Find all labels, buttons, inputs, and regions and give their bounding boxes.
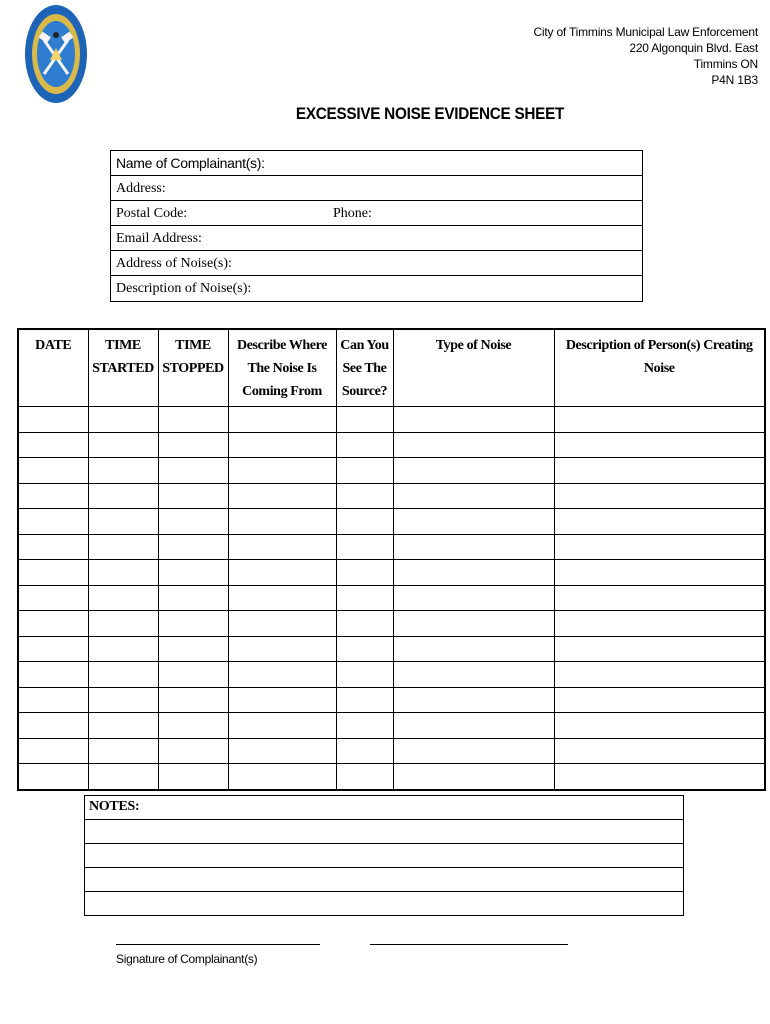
log-row	[18, 611, 765, 637]
date-signature-line[interactable]	[370, 944, 568, 945]
log-cell[interactable]	[158, 662, 228, 688]
log-cell[interactable]	[554, 738, 765, 764]
log-cell[interactable]	[554, 764, 765, 790]
log-cell[interactable]	[393, 458, 554, 484]
log-column-header	[393, 329, 554, 407]
log-cell[interactable]	[336, 585, 393, 611]
log-cell[interactable]	[18, 585, 88, 611]
log-cell[interactable]	[158, 432, 228, 458]
column-header-line: Can You	[340, 338, 389, 353]
log-column-header	[158, 329, 228, 407]
postal-code-label: Postal Code:	[116, 206, 188, 221]
column-header-line: Source?	[341, 384, 388, 399]
log-cell[interactable]	[18, 483, 88, 509]
column-header-line: The Noise Is	[247, 361, 317, 376]
log-cell[interactable]	[88, 509, 158, 535]
log-cell[interactable]	[228, 611, 336, 637]
log-cell[interactable]	[18, 636, 88, 662]
log-cell[interactable]	[228, 432, 336, 458]
complainant-name-field[interactable]	[111, 151, 642, 176]
log-cell[interactable]	[158, 687, 228, 713]
log-cell[interactable]	[554, 611, 765, 637]
column-header-line: TIME	[175, 338, 211, 353]
column-header-line: DATE	[35, 338, 72, 353]
complainant-name-label: Name of Complainant(s):	[116, 155, 265, 171]
address-line: P4N 1B3	[711, 73, 758, 87]
column-header-line: STARTED	[92, 361, 154, 376]
log-cell[interactable]	[554, 432, 765, 458]
log-cell[interactable]	[88, 636, 158, 662]
log-cell[interactable]	[336, 407, 393, 433]
column-header-line: TIME	[105, 338, 141, 353]
log-cell[interactable]	[336, 713, 393, 739]
notes-section	[84, 795, 684, 916]
log-cell[interactable]	[228, 636, 336, 662]
log-cell[interactable]	[88, 483, 158, 509]
log-cell[interactable]	[336, 738, 393, 764]
city-seal-logo	[24, 4, 88, 104]
log-column-header	[228, 329, 336, 407]
log-cell[interactable]	[393, 560, 554, 586]
log-cell[interactable]	[18, 713, 88, 739]
log-row	[18, 687, 765, 713]
log-cell[interactable]	[228, 687, 336, 713]
log-body	[18, 407, 765, 790]
noise-address-label: Address of Noise(s):	[116, 256, 232, 271]
log-row	[18, 764, 765, 790]
log-cell[interactable]	[88, 534, 158, 560]
log-column-header	[336, 329, 393, 407]
notes-line[interactable]	[85, 820, 684, 844]
log-row	[18, 483, 765, 509]
log-cell[interactable]	[18, 432, 88, 458]
address-line: Timmins ON	[693, 57, 758, 71]
log-cell[interactable]	[88, 560, 158, 586]
column-header-line: Coming From	[242, 384, 322, 399]
log-cell[interactable]	[228, 585, 336, 611]
log-cell[interactable]	[393, 407, 554, 433]
log-cell[interactable]	[228, 662, 336, 688]
log-cell[interactable]	[336, 687, 393, 713]
email-field[interactable]	[111, 226, 642, 251]
log-cell[interactable]	[88, 738, 158, 764]
log-cell[interactable]	[18, 764, 88, 790]
notes-line[interactable]	[85, 892, 684, 916]
log-cell[interactable]	[336, 534, 393, 560]
log-cell[interactable]	[336, 483, 393, 509]
log-cell[interactable]	[228, 458, 336, 484]
log-cell[interactable]	[554, 509, 765, 535]
log-cell[interactable]	[158, 407, 228, 433]
log-cell[interactable]	[88, 611, 158, 637]
log-cell[interactable]	[336, 764, 393, 790]
log-cell[interactable]	[554, 458, 765, 484]
log-cell[interactable]	[554, 585, 765, 611]
address-line: City of Timmins Municipal Law Enforcement	[533, 25, 758, 39]
log-cell[interactable]	[158, 636, 228, 662]
log-cell[interactable]	[393, 636, 554, 662]
log-cell[interactable]	[228, 560, 336, 586]
phone-label: Phone:	[333, 206, 372, 221]
log-column-header	[554, 329, 765, 407]
log-cell[interactable]	[393, 509, 554, 535]
column-header-line: STOPPED	[162, 361, 224, 376]
log-row	[18, 458, 765, 484]
log-cell[interactable]	[554, 713, 765, 739]
log-cell[interactable]	[393, 432, 554, 458]
column-header-line: Describe Where	[237, 338, 327, 353]
log-cell[interactable]	[158, 458, 228, 484]
log-cell[interactable]	[228, 713, 336, 739]
log-row	[18, 738, 765, 764]
complainant-info-form	[110, 150, 643, 302]
log-cell[interactable]	[393, 687, 554, 713]
column-header-line: Type of Noise	[435, 338, 512, 353]
log-cell[interactable]	[393, 611, 554, 637]
log-cell[interactable]	[554, 687, 765, 713]
log-cell[interactable]	[228, 764, 336, 790]
notes-line[interactable]	[85, 868, 684, 892]
log-cell[interactable]	[88, 662, 158, 688]
notes-line[interactable]	[85, 844, 684, 868]
log-cell[interactable]	[393, 483, 554, 509]
log-column-header	[88, 329, 158, 407]
log-cell[interactable]	[158, 509, 228, 535]
log-cell[interactable]	[228, 483, 336, 509]
log-row	[18, 407, 765, 433]
log-cell[interactable]	[18, 738, 88, 764]
log-cell[interactable]	[228, 509, 336, 535]
log-column-header	[18, 329, 88, 407]
log-cell[interactable]	[393, 585, 554, 611]
log-row	[18, 585, 765, 611]
log-cell[interactable]	[336, 458, 393, 484]
log-cell[interactable]	[18, 407, 88, 433]
log-cell[interactable]	[158, 534, 228, 560]
signature-line[interactable]	[116, 944, 320, 945]
log-cell[interactable]	[158, 585, 228, 611]
log-cell[interactable]	[88, 432, 158, 458]
noise-description-field[interactable]	[111, 276, 642, 301]
log-cell[interactable]	[18, 458, 88, 484]
column-header-line: See The	[342, 361, 387, 376]
log-cell[interactable]	[18, 687, 88, 713]
log-cell[interactable]	[393, 713, 554, 739]
log-cell[interactable]	[393, 738, 554, 764]
log-row	[18, 432, 765, 458]
log-cell[interactable]	[393, 662, 554, 688]
log-cell[interactable]	[554, 662, 765, 688]
log-cell[interactable]	[88, 713, 158, 739]
log-cell[interactable]	[554, 636, 765, 662]
log-cell[interactable]	[393, 764, 554, 790]
log-cell[interactable]	[336, 662, 393, 688]
email-label: Email Address:	[116, 231, 202, 246]
log-cell[interactable]	[88, 407, 158, 433]
log-cell[interactable]	[228, 407, 336, 433]
address-line: 220 Algonquin Blvd. East	[629, 41, 758, 55]
log-cell[interactable]	[18, 509, 88, 535]
log-cell[interactable]	[393, 534, 554, 560]
log-cell[interactable]	[18, 560, 88, 586]
log-cell[interactable]	[88, 764, 158, 790]
log-cell[interactable]	[554, 560, 765, 586]
noise-log-table	[17, 328, 766, 791]
signature-label: Signature of Complainant(s)	[116, 952, 258, 966]
noise-description-label: Description of Noise(s):	[116, 281, 252, 296]
log-row	[18, 713, 765, 739]
address-field[interactable]	[111, 176, 642, 201]
log-cell[interactable]	[158, 713, 228, 739]
page-title: EXCESSIVE NOISE EVIDENCE SHEET	[295, 104, 565, 123]
log-row	[18, 509, 765, 535]
log-cell[interactable]	[336, 560, 393, 586]
address-label: Address:	[116, 181, 166, 196]
log-cell[interactable]	[18, 534, 88, 560]
log-cell[interactable]	[228, 534, 336, 560]
log-cell[interactable]	[158, 560, 228, 586]
log-cell[interactable]	[18, 611, 88, 637]
log-cell[interactable]	[158, 483, 228, 509]
log-cell[interactable]	[228, 738, 336, 764]
log-cell[interactable]	[18, 662, 88, 688]
log-cell[interactable]	[88, 458, 158, 484]
column-header-line: Description of Person(s) Creating Noise	[565, 338, 753, 376]
log-cell[interactable]	[336, 636, 393, 662]
log-cell[interactable]	[88, 585, 158, 611]
log-cell[interactable]	[158, 764, 228, 790]
postal-phone-field[interactable]	[111, 201, 642, 226]
log-cell[interactable]	[158, 738, 228, 764]
log-cell[interactable]	[336, 509, 393, 535]
log-row	[18, 662, 765, 688]
log-cell[interactable]	[554, 407, 765, 433]
log-header-row	[18, 329, 765, 407]
log-cell[interactable]	[336, 611, 393, 637]
municipal-address	[533, 24, 758, 88]
log-cell[interactable]	[88, 687, 158, 713]
noise-address-field[interactable]	[111, 251, 642, 276]
log-row	[18, 560, 765, 586]
log-row	[18, 636, 765, 662]
log-cell[interactable]	[554, 483, 765, 509]
log-cell[interactable]	[336, 432, 393, 458]
log-cell[interactable]	[554, 534, 765, 560]
log-row	[18, 534, 765, 560]
notes-label: NOTES:	[85, 796, 684, 820]
log-cell[interactable]	[158, 611, 228, 637]
